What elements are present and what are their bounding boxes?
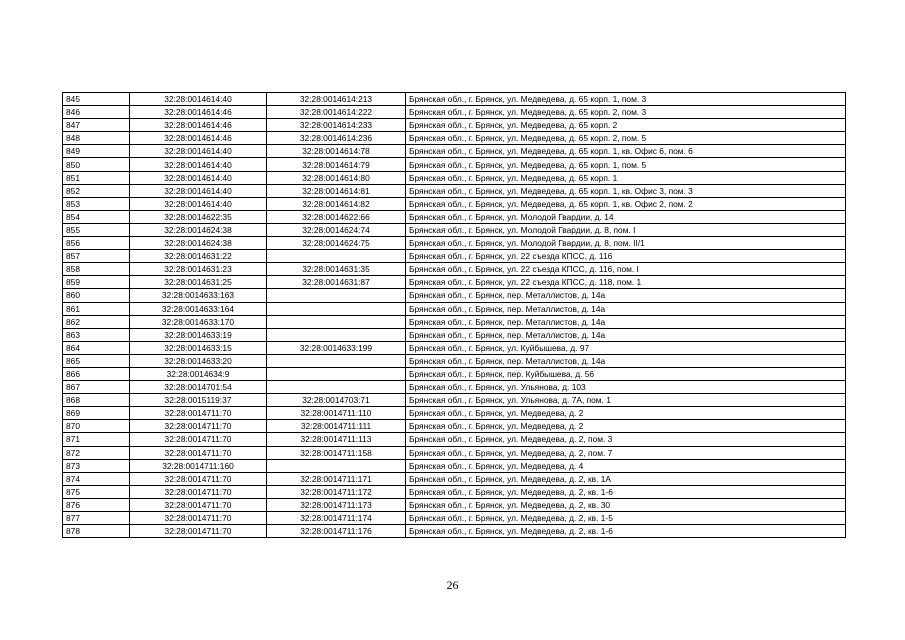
address-cell: Брянская обл., г. Брянск, ул. Медведева, д. 65 корп. 1, кв. Офис 2, пом. 2 [406,197,846,210]
table-row [63,132,846,145]
address-cell: Брянская обл., г. Брянск, ул. Медведева, д. 4 [406,459,846,472]
object-number-cell: 32:28:0014614:222 [267,106,406,119]
parcel-number-cell: 32:28:0014633:170 [130,315,267,328]
address-cell: Брянская обл., г. Брянск, пер. Металлистов, д. 14а [406,354,846,367]
table-row [63,485,846,498]
object-number-cell: 32:28:0014614:236 [267,132,406,145]
parcel-number-cell: 32:28:0014633:164 [130,302,267,315]
address-cell: Брянская обл., г. Брянск, ул. Медведева, д. 2, кв. 1-6 [406,525,846,538]
row-number-cell: 866 [63,367,130,380]
row-number-cell: 864 [63,341,130,354]
parcel-number-cell: 32:28:0014631:22 [130,250,267,263]
parcel-number-cell: 32:28:0014614:46 [130,119,267,132]
table-row [63,119,846,132]
parcel-number-cell: 32:28:0014711:70 [130,433,267,446]
table-row [63,394,846,407]
row-number-cell: 848 [63,132,130,145]
address-cell: Брянская обл., г. Брянск, ул. Медведева, д. 65 корп. 2 [406,119,846,132]
address-cell: Брянская обл., г. Брянск, ул. Ульянова, д. 7А, пом. 1 [406,394,846,407]
parcel-number-cell: 32:28:0014711:70 [130,498,267,511]
address-cell: Брянская обл., г. Брянск, ул. 22 съезда КПСС, д. 116, пом. I [406,263,846,276]
row-number-cell: 856 [63,237,130,250]
row-number-cell: 878 [63,525,130,538]
address-cell: Брянская обл., г. Брянск, ул. Медведева, д. 2, кв. 1-5 [406,512,846,525]
table-row [63,223,846,236]
row-number-cell: 850 [63,158,130,171]
address-cell: Брянская обл., г. Брянск, ул. Молодой Гвардии, д. 8, пом. II/1 [406,237,846,250]
parcel-number-cell: 32:28:0014711:70 [130,512,267,525]
table-row [63,302,846,315]
address-cell: Брянская обл., г. Брянск, ул. Медведева, д. 65 корп. 1 [406,171,846,184]
parcel-number-cell: 32:28:0014622:35 [130,210,267,223]
object-number-cell [267,354,406,367]
object-number-cell: 32:28:0014711:174 [267,512,406,525]
parcel-number-cell: 32:28:0014701:54 [130,381,267,394]
row-number-cell: 872 [63,446,130,459]
row-number-cell: 867 [63,381,130,394]
table-row [63,289,846,302]
table-row [63,263,846,276]
row-number-cell: 845 [63,93,130,106]
object-number-cell: 32:28:0014711:111 [267,420,406,433]
table-row [63,171,846,184]
object-number-cell: 32:28:0014624:75 [267,237,406,250]
row-number-cell: 862 [63,315,130,328]
parcel-number-cell: 32:28:0014631:23 [130,263,267,276]
address-cell: Брянская обл., г. Брянск, пер. Металлистов, д. 14а [406,302,846,315]
address-cell: Брянская обл., г. Брянск, пер. Металлистов, д. 14а [406,289,846,302]
table-row [63,93,846,106]
object-number-cell: 32:28:0014711:171 [267,472,406,485]
object-number-cell: 32:28:0014614:233 [267,119,406,132]
table-row [63,498,846,511]
parcel-number-cell: 32:28:0014634:9 [130,367,267,380]
object-number-cell: 32:28:0014703:71 [267,394,406,407]
table-row [63,276,846,289]
row-number-cell: 876 [63,498,130,511]
page-number: 26 [446,578,459,592]
address-cell: Брянская обл., г. Брянск, ул. Медведева, д. 65 корп. 2, пом. 3 [406,106,846,119]
row-number-cell: 859 [63,276,130,289]
table-row [63,210,846,223]
object-number-cell [267,302,406,315]
table-row [63,420,846,433]
object-number-cell: 32:28:0014631:35 [267,263,406,276]
object-number-cell: 32:28:0014711:110 [267,407,406,420]
object-number-cell [267,289,406,302]
object-number-cell: 32:28:0014624:74 [267,223,406,236]
table-row [63,459,846,472]
object-number-cell [267,315,406,328]
row-number-cell: 854 [63,210,130,223]
address-cell: Брянская обл., г. Брянск, ул. Куйбышева, д. 97 [406,341,846,354]
parcel-number-cell: 32:28:0014614:40 [130,158,267,171]
parcel-number-cell: 32:28:0014633:163 [130,289,267,302]
table-row [63,106,846,119]
address-cell: Брянская обл., г. Брянск, ул. Молодой Гвардии, д. 14 [406,210,846,223]
table-row [63,197,846,210]
row-number-cell: 870 [63,420,130,433]
address-cell: Брянская обл., г. Брянск, ул. 22 съезда КПСС, д. 118, пом. 1 [406,276,846,289]
row-number-cell: 852 [63,184,130,197]
parcel-number-cell: 32:28:0014624:38 [130,223,267,236]
parcel-number-cell: 32:28:0014633:20 [130,354,267,367]
address-cell: Брянская обл., г. Брянск, пер. Металлистов, д. 14а [406,328,846,341]
object-number-cell [267,367,406,380]
parcel-number-cell: 32:28:0014614:40 [130,93,267,106]
address-cell: Брянская обл., г. Брянск, ул. Медведева, д. 65 корп. 1, кв. Офис 3, пом. 3 [406,184,846,197]
row-number-cell: 868 [63,394,130,407]
table-row [63,250,846,263]
table-row [63,472,846,485]
object-number-cell: 32:28:0014614:82 [267,197,406,210]
object-number-cell [267,250,406,263]
row-number-cell: 865 [63,354,130,367]
table-row [63,354,846,367]
row-number-cell: 873 [63,459,130,472]
table-row [63,381,846,394]
row-number-cell: 861 [63,302,130,315]
object-number-cell: 32:28:0014631:87 [267,276,406,289]
parcel-number-cell: 32:28:0014624:38 [130,237,267,250]
parcel-number-cell: 32:28:0014633:15 [130,341,267,354]
row-number-cell: 857 [63,250,130,263]
object-number-cell: 32:28:0014633:199 [267,341,406,354]
table-row [63,367,846,380]
table-row [63,446,846,459]
parcel-number-cell: 32:28:0014711:70 [130,407,267,420]
address-cell: Брянская обл., г. Брянск, ул. Медведева, д. 2, пом. 7 [406,446,846,459]
table-row [63,315,846,328]
table-row [63,512,846,525]
object-number-cell: 32:28:0014614:79 [267,158,406,171]
parcel-number-cell: 32:28:0014711:70 [130,472,267,485]
table-row [63,328,846,341]
object-number-cell: 32:28:0014711:176 [267,525,406,538]
parcel-number-cell: 32:28:0014711:160 [130,459,267,472]
parcel-number-cell: 32:28:0014614:46 [130,132,267,145]
parcel-number-cell: 32:28:0014614:40 [130,184,267,197]
property-table [62,92,846,538]
object-number-cell: 32:28:0014711:173 [267,498,406,511]
object-number-cell: 32:28:0014614:78 [267,145,406,158]
table-row [63,341,846,354]
object-number-cell: 32:28:0014614:80 [267,171,406,184]
parcel-number-cell: 32:28:0014631:25 [130,276,267,289]
table-row [63,237,846,250]
address-cell: Брянская обл., г. Брянск, пер. Металлистов, д. 14а [406,315,846,328]
table-row [63,145,846,158]
address-cell: Брянская обл., г. Брянск, ул. Медведева, д. 65 корп. 1, кв. Офис 6, пом. 6 [406,145,846,158]
address-cell: Брянская обл., г. Брянск, ул. Медведева, д. 65 корп. 2, пом. 5 [406,132,846,145]
address-cell: Брянская обл., г. Брянск, ул. Медведева, д. 2, кв. 1-6 [406,485,846,498]
parcel-number-cell: 32:28:0014711:70 [130,525,267,538]
table-row [63,433,846,446]
parcel-number-cell: 32:28:0014614:40 [130,145,267,158]
parcel-number-cell: 32:28:0014614:40 [130,171,267,184]
object-number-cell: 32:28:0014711:158 [267,446,406,459]
parcel-number-cell: 32:28:0014633:19 [130,328,267,341]
row-number-cell: 877 [63,512,130,525]
row-number-cell: 846 [63,106,130,119]
address-cell: Брянская обл., г. Брянск, ул. Медведева, д. 65 корп. 1, пом. 5 [406,158,846,171]
parcel-number-cell: 32:28:0014711:70 [130,420,267,433]
parcel-number-cell: 32:28:0014711:70 [130,446,267,459]
row-number-cell: 863 [63,328,130,341]
address-cell: Брянская обл., г. Брянск, ул. 22 съезда КПСС, д. 116 [406,250,846,263]
object-number-cell: 32:28:0014711:172 [267,485,406,498]
address-cell: Брянская обл., г. Брянск, ул. Медведева, д. 2, кв. 1А [406,472,846,485]
object-number-cell: 32:28:0014614:213 [267,93,406,106]
address-cell: Брянская обл., г. Брянск, ул. Медведева, д. 2, пом. 3 [406,433,846,446]
table-row [63,158,846,171]
object-number-cell: 32:28:0014711:113 [267,433,406,446]
row-number-cell: 855 [63,223,130,236]
object-number-cell: 32:28:0014614:81 [267,184,406,197]
parcel-number-cell: 32:28:0015119:37 [130,394,267,407]
row-number-cell: 853 [63,197,130,210]
row-number-cell: 851 [63,171,130,184]
object-number-cell: 32:28:0014622:66 [267,210,406,223]
row-number-cell: 847 [63,119,130,132]
address-cell: Брянская обл., г. Брянск, ул. Медведева, д. 2 [406,407,846,420]
parcel-number-cell: 32:28:0014614:40 [130,197,267,210]
row-number-cell: 869 [63,407,130,420]
property-table-body [63,93,846,538]
address-cell: Брянская обл., г. Брянск, ул. Медведева, д. 65 корп. 1, пом. 3 [406,93,846,106]
object-number-cell [267,459,406,472]
address-cell: Брянская обл., г. Брянск, ул. Медведева, д. 2, кв. 30 [406,498,846,511]
address-cell: Брянская обл., г. Брянск, ул. Молодой Гвардии, д. 8, пом. I [406,223,846,236]
table-row [63,184,846,197]
row-number-cell: 849 [63,145,130,158]
row-number-cell: 858 [63,263,130,276]
object-number-cell [267,328,406,341]
row-number-cell: 875 [63,485,130,498]
object-number-cell [267,381,406,394]
address-cell: Брянская обл., г. Брянск, ул. Ульянова, д. 103 [406,381,846,394]
row-number-cell: 860 [63,289,130,302]
parcel-number-cell: 32:28:0014614:46 [130,106,267,119]
table-row [63,525,846,538]
table-row [63,407,846,420]
row-number-cell: 871 [63,433,130,446]
row-number-cell: 874 [63,472,130,485]
parcel-number-cell: 32:28:0014711:70 [130,485,267,498]
address-cell: Брянская обл., г. Брянск, ул. Медведева, д. 2 [406,420,846,433]
address-cell: Брянская обл., г. Брянск, пер. Куйбышева, д. 56 [406,367,846,380]
